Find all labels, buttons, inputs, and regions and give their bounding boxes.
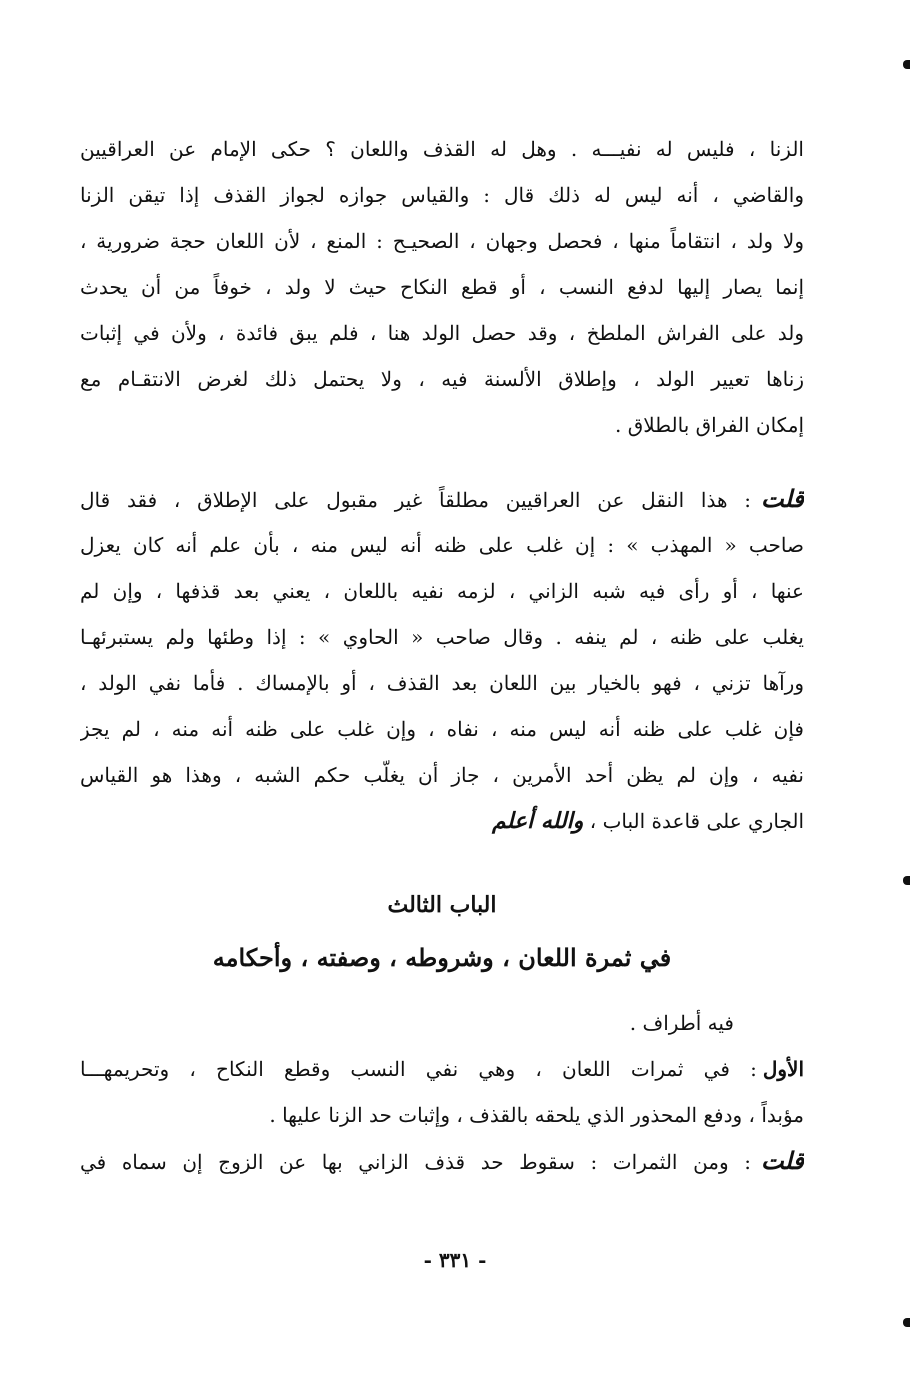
section-1-line: مؤبداً ، ودفع المحذور الذي يلحقه بالقذف ، وإثبات حد الزنا عليها . xyxy=(269,1103,804,1127)
paragraph-1-line: ولا ولد ، انتقاماً منها ، فحصل وجهان ، الصحيـح : المنع ، لأن اللعان حجة ضرورية ، xyxy=(80,229,804,253)
page-number: - ٣٣١ - xyxy=(423,1248,487,1272)
paragraph-2-line: صاحب « المهذب » : إن غلب على ظنه أنه ليس منه ، بأن علم أنه كان يعزل xyxy=(80,533,804,557)
chapter-number: الباب الثالث xyxy=(387,892,497,918)
qult-lead-word: قلت xyxy=(761,484,804,513)
closing-phrase: والله أعلم xyxy=(492,808,584,834)
intro-line: فيه أطراف . xyxy=(629,1011,734,1035)
paragraph-2-first-line xyxy=(80,476,804,522)
paragraph-2-line: نفيه ، وإن لم يظن أحد الأمرين ، جاز أن يغلّب حكم الشبه ، وهذا هو القياس xyxy=(80,763,804,787)
page-body xyxy=(80,126,804,1184)
paragraph-3-line xyxy=(80,1138,804,1184)
paragraph-1-line: إنما يصار إليها لدفع النسب ، أو قطع النكاح حيث لا ولد ، خوفاً من أن يحدث xyxy=(80,275,804,299)
section-1-lead: الأول xyxy=(762,1057,804,1081)
paragraph-1-line: إمكان الفراق بالطلاق . xyxy=(614,413,804,437)
paragraph-3-text: : ومن الثمرات : سقوط حد قذف الزاني بها عن الزوج إن سماه في xyxy=(80,1150,752,1174)
section-1 xyxy=(80,1046,804,1138)
margin-mark-middle xyxy=(903,876,910,885)
paragraph-2-line: فإن غلب على ظنه أنه ليس منه ، نفاه ، وإن غلب على ظنه أنه منه ، لم يجز xyxy=(80,717,804,741)
paragraph-2 xyxy=(80,476,804,844)
paragraph-2-last-line xyxy=(80,798,804,844)
qult-lead-word: قلت xyxy=(761,1146,804,1175)
paragraph-3 xyxy=(80,1138,804,1184)
paragraph-2-line: : هذا النقل عن العراقيين مطلقاً غير مقبول على الإطلاق ، فقد قال xyxy=(80,488,752,512)
paragraph-1 xyxy=(80,126,804,448)
margin-mark-bottom xyxy=(903,1318,910,1327)
paragraph-1-line: ولد على الفراش الملطخ ، وقد حصل الولد هنا ، فلم يبق فائدة ، ولأن في إثبات xyxy=(80,321,804,345)
paragraph-2-line: الجاري على قاعدة الباب ، xyxy=(589,809,804,833)
paragraph-2-line: يغلب على ظنه ، لم ينفه . وقال صاحب « الحاوي » : إذا وطئها ولم يستبرئهـا xyxy=(80,625,804,649)
paragraph-1-line: زناها تعيير الولد ، وإطلاق الألسنة فيه ، ولا يحتمل ذلك لغرض الانتقـام مع xyxy=(80,367,804,391)
paragraph-2-line: عنها ، أو رأى فيه شبه الزاني ، لزمه نفيه باللعان ، يعني بعد قذفها ، وإن لم xyxy=(80,579,804,603)
chapter-title: في ثمرة اللعان ، وشروطه ، وصفته ، وأحكامه xyxy=(212,943,672,972)
section-1-first-line xyxy=(80,1046,804,1092)
paragraph-1-line: الزنا ، فليس له نفيـــه . وهل له القذف واللعان ؟ حكى الإمام عن العراقيين xyxy=(80,137,804,161)
margin-mark-top xyxy=(903,60,910,69)
paragraph-1-line: والقاضي ، أنه ليس له ذلك قال : والقياس جوازه لجواز القذف إذا تيقن الزنا xyxy=(80,183,804,207)
paragraph-2-line: ورآها تزني ، فهو بالخيار بين اللعان بعد القذف ، أو بالإمساك . فأما نفي الولد ، xyxy=(80,671,804,695)
section-1-line: : في ثمرات اللعان ، وهي نفي النسب وقطع النكاح ، وتحريمهـــا xyxy=(80,1057,757,1081)
